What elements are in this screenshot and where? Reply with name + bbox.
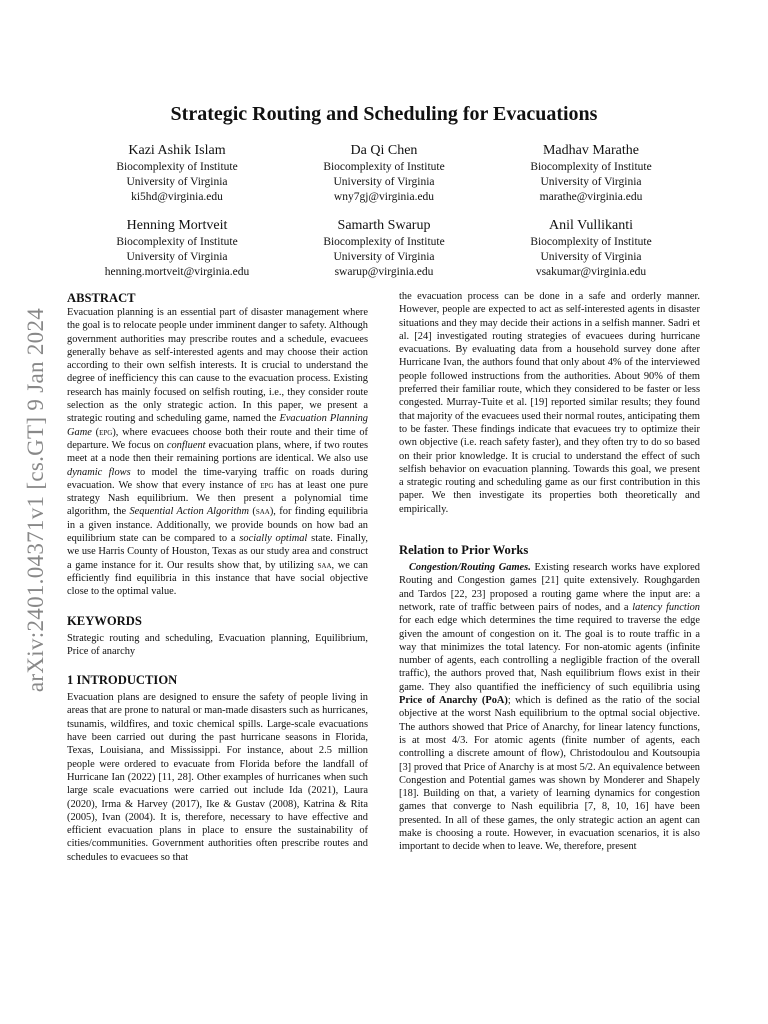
author-university: University of Virginia — [333, 251, 435, 263]
author-name: Henning Mortveit — [126, 218, 228, 233]
right-column — [399, 290, 700, 854]
introduction-continued: the evacuation process can be done in a safe and orderly manner. However, people are expected to act as self-interested agents in disaster situations and they may decide their actions in a selfish manner. Sadri et al. [24] investigated routing strategies of evacuees during hurricane evacuations. By evaluating data from a household survey done after Hurricane Ivan, the authors found that only about 4% of the interviewed people followed instructions from the authorities. About 90% of them preferred their familiar route, which they considered to be faster or less congested. Murray-Tuite et al. [19] reported similar results; they found that majority of the evacuees used their normal routes, anticipating them to be faster. These findings indicate that evacuees try to optimize their own objective (i.e. reach safety faster), and they often try to do so based on their prior knowledge. It is crucial to understand the effect of such selfish behavior on evacuation planning. Towards this goal, we present a strategic routing and scheduling game as our first contribution in this paper. We then investigate its properties both theoretically and empirically. — [399, 291, 700, 515]
author-name: Anil Vullikanti — [548, 218, 634, 233]
prior-works-text: Congestion/Routing Games. Existing research works have explored Routing and Congestion games [21] quite extensively. Roughgarden and Tardos [22, 23] proposed a routing game where the input are: a network, rate of traffic between pairs of nodes, and a latency function for each edge which determines the time required to traverse the edge given the amount of congestion on it. The goal is to route traffic in a way that minimizes the total latency. For non-atomic agents (infinite number of agents, each controlling a negligible fraction of the overall traffic), the authors proved that, Nash equilibrium flows exist in their game. They also quantified the inefficiency of such equilibria using Price of Anarchy (PoA); which is defined as the ratio of the social objective at the worst Nash equilibrium to the optmal social objective. The authors showed that Price of Anarchy, for linear latency functions, is at most 4/3. For atomic agents (finite number of agents, each controlling a discrete amount of flow), Christodoulou and Koutsoupia [3] proved that Price of Anarchy is at most 5/2. An equivalence between Congestion and Potential games was shown by Monderer and Shapely [18]. Building on that, a variety of learning dynamics for congestion games that converge to Nash equilibria [7, 8, 10, 16] have been presented. In all of these games, the only strategic action an agent can make is choosing a route. However, in evacuation scenarios, it is also important to decide when to leave. We, therefore, present — [399, 562, 700, 853]
prior-works-heading: Relation to Prior Works — [399, 543, 529, 558]
author-university: University of Virginia — [126, 176, 228, 188]
paper-title: Strategic Routing and Scheduling for Evacuations — [170, 103, 598, 125]
keywords-text: Strategic routing and scheduling, Evacuation planning, Equilibrium, Price of anarchy — [67, 632, 368, 657]
author-name: Madhav Marathe — [542, 143, 640, 158]
author-email: henning.mortveit@virginia.edu — [104, 266, 250, 278]
author-university: University of Virginia — [126, 251, 228, 263]
author-university: University of Virginia — [540, 251, 642, 263]
abstract-heading: ABSTRACT — [67, 291, 136, 305]
author-affiliation: Biocomplexity of Institute — [323, 161, 445, 173]
arxiv-identifier: arXiv:2401.04371v1 [cs.GT] 9 Jan 2024 — [23, 307, 48, 693]
author-name: Kazi Ashik Islam — [128, 143, 226, 158]
author-block — [486, 216, 696, 280]
author-name: Samarth Swarup — [337, 218, 431, 233]
author-email: swarup@virginia.edu — [334, 266, 434, 278]
author-block — [279, 141, 489, 205]
author-block — [72, 141, 282, 205]
author-affiliation: Biocomplexity of Institute — [530, 236, 652, 248]
author-university: University of Virginia — [540, 176, 642, 188]
author-university: University of Virginia — [333, 176, 435, 188]
author-block — [72, 216, 282, 280]
author-email: marathe@virginia.edu — [539, 191, 643, 203]
left-column — [67, 290, 368, 864]
author-block — [486, 141, 696, 205]
abstract-text: Evacuation planning is an essential part of disaster management where the goal is to relocate people under imminent danger to safety. Although government authorities may prescribe routes and a schedule, evacuees generally behave as self-interested agents and may choose their action according to their own selfish interests. It is crucial to understand the degree of inefficiency this can cause to the evacuation process. Existing research has mainly focused on selfish routing, i.e., they consider route selection as the only strategic action. In this paper, we present a strategic routing and scheduling game, named the Evacuation Planning Game (epg), where evacuees choose both their route and their time of departure. We focus on confluent evacuation plans, where, if two routes meet at a node then their remaining portions are identical. We also use dynamic flows to model the time-varying traffic on roads during evacuation. We show that every instance of epg has at least one pure strategy Nash equilibrium. We then present a polynomial time algorithm, the Sequential Action Algorithm (saa), for finding equilibria in a given instance. Additionally, we provide bounds on how bad an equilibrium state can be compared to a socially optimal state. Finally, we use Harris County of Houston, Texas as our study area and construct a game instance for it. Our results show that, by utilizing saa, we can efficiently find equilibria in this instance that have social objective close to the optimal value. — [67, 307, 369, 598]
author-affiliation: Biocomplexity of Institute — [530, 161, 652, 173]
introduction-heading: 1 INTRODUCTION — [67, 673, 178, 688]
author-block — [279, 216, 489, 280]
author-email: ki5hd@virginia.edu — [131, 191, 223, 203]
author-email: wny7gj@virginia.edu — [333, 191, 435, 203]
author-affiliation: Biocomplexity of Institute — [323, 236, 445, 248]
arxiv-sidebar — [18, 260, 54, 740]
author-name: Da Qi Chen — [350, 143, 418, 158]
author-affiliation: Biocomplexity of Institute — [116, 236, 238, 248]
author-email: vsakumar@virginia.edu — [535, 266, 647, 278]
introduction-text: Evacuation plans are designed to ensure the safety of people living in areas that are prone to natural or man-made disasters such as hurricanes, tsunamis, wildfires, and toxic chemical spills. Large-scale evacuations have been carried out during the past hurricane seasons in Florida, Texas, Louisiana, and Mississippi. For instance, about 2.5 million people were ordered to evacuate from Florida before the landfall of Hurricane Ian (2022) [11, 28]. Other examples of hurricanes when such large scale evacuations were carried out include Ida (2021), Laura (2020), Irma & Harvey (2017), Ike & Gustav (2008), Katrina & Rita (2005), Ivan (2004). It is, therefore, necessary to have effective and efficient evacuation plans in place to ensure the sustainability of cities/communities. Government authorities often prescribe routes and schedules to evacuees so that — [67, 692, 368, 863]
author-affiliation: Biocomplexity of Institute — [116, 161, 238, 173]
keywords-heading: KEYWORDS — [67, 613, 142, 628]
